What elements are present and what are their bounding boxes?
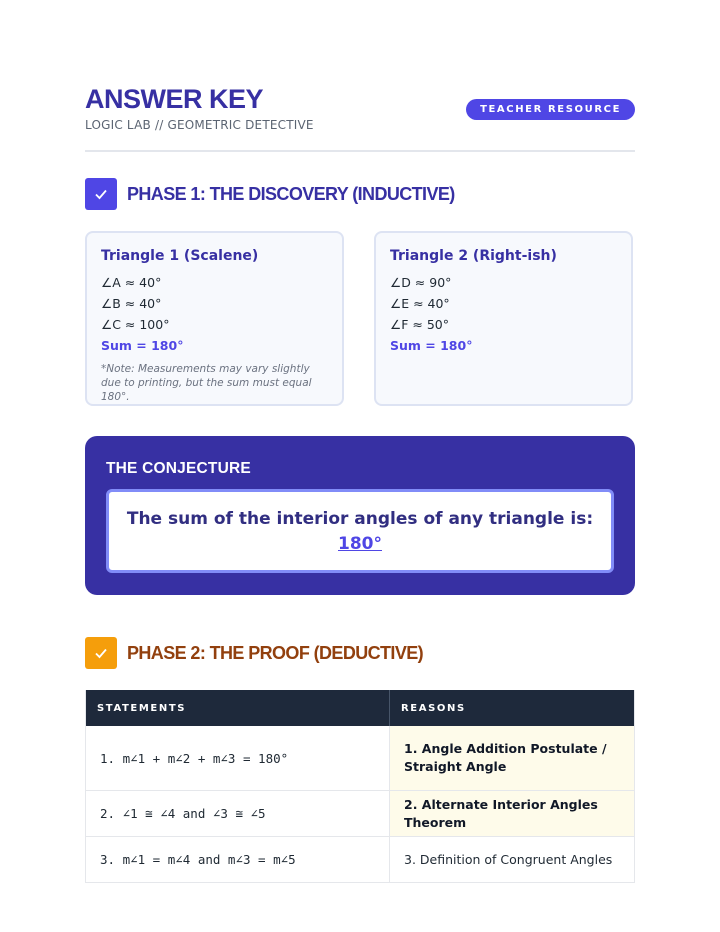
statements-header: STATEMENTS bbox=[86, 690, 390, 726]
table-row bbox=[86, 837, 635, 883]
table-row bbox=[86, 791, 635, 837]
angle-measure: ∠E ≈ 40° bbox=[390, 296, 450, 311]
angle-sum: Sum = 180° bbox=[390, 338, 473, 353]
conjecture-box bbox=[106, 489, 614, 573]
triangle-card bbox=[374, 231, 633, 406]
phase-1-heading bbox=[85, 178, 635, 210]
angle-measure: ∠D ≈ 90° bbox=[390, 275, 452, 290]
table-header-row bbox=[86, 690, 635, 726]
statement-cell: 3. m∠1 = m∠4 and m∠3 = m∠5 bbox=[86, 837, 390, 883]
table-row bbox=[86, 726, 635, 791]
checkmark-icon bbox=[85, 178, 117, 210]
conjecture-panel bbox=[85, 436, 635, 595]
conjecture-statement: The sum of the interior angles of any triangle is: bbox=[126, 509, 594, 529]
angle-measure: ∠A ≈ 40° bbox=[101, 275, 162, 290]
page-subtitle: LOGIC LAB // GEOMETRIC DETECTIVE bbox=[85, 118, 314, 132]
triangle-title: Triangle 1 (Scalene) bbox=[101, 248, 259, 264]
page-title: ANSWER KEY bbox=[85, 84, 264, 114]
conjecture-answer: 180° bbox=[338, 534, 382, 554]
angle-sum: Sum = 180° bbox=[101, 338, 184, 353]
teacher-resource-badge: TEACHER RESOURCE bbox=[466, 99, 635, 120]
statement-cell: 2. ∠1 ≅ ∠4 and ∠3 ≅ ∠5 bbox=[86, 791, 390, 837]
statement-cell: 1. m∠1 + m∠2 + m∠3 = 180° bbox=[86, 726, 390, 791]
phase-2-title: PHASE 2: THE PROOF (DEDUCTIVE) bbox=[127, 643, 424, 663]
phase-1-title: PHASE 1: THE DISCOVERY (INDUCTIVE) bbox=[127, 184, 455, 204]
reason-cell: 1. Angle Addition Postulate / Straight Angle bbox=[390, 726, 635, 791]
angle-measure: ∠F ≈ 50° bbox=[390, 317, 449, 332]
angle-measure: ∠C ≈ 100° bbox=[101, 317, 170, 332]
triangle-card bbox=[85, 231, 344, 406]
reasons-header: REASONS bbox=[390, 690, 635, 726]
triangle-title: Triangle 2 (Right-ish) bbox=[390, 248, 557, 264]
checkmark-icon bbox=[85, 637, 117, 669]
reason-cell: 3. Definition of Congruent Angles bbox=[390, 837, 635, 883]
proof-table bbox=[85, 690, 635, 883]
phase-2-heading bbox=[85, 637, 635, 669]
reason-cell: 2. Alternate Interior Angles Theorem bbox=[390, 791, 635, 837]
angle-measure: ∠B ≈ 40° bbox=[101, 296, 162, 311]
page-header bbox=[85, 84, 635, 152]
conjecture-label: THE CONJECTURE bbox=[106, 460, 251, 477]
measurement-note: *Note: Measurements may vary slightly due to printing, but the sum must equal 180°. bbox=[101, 363, 312, 403]
